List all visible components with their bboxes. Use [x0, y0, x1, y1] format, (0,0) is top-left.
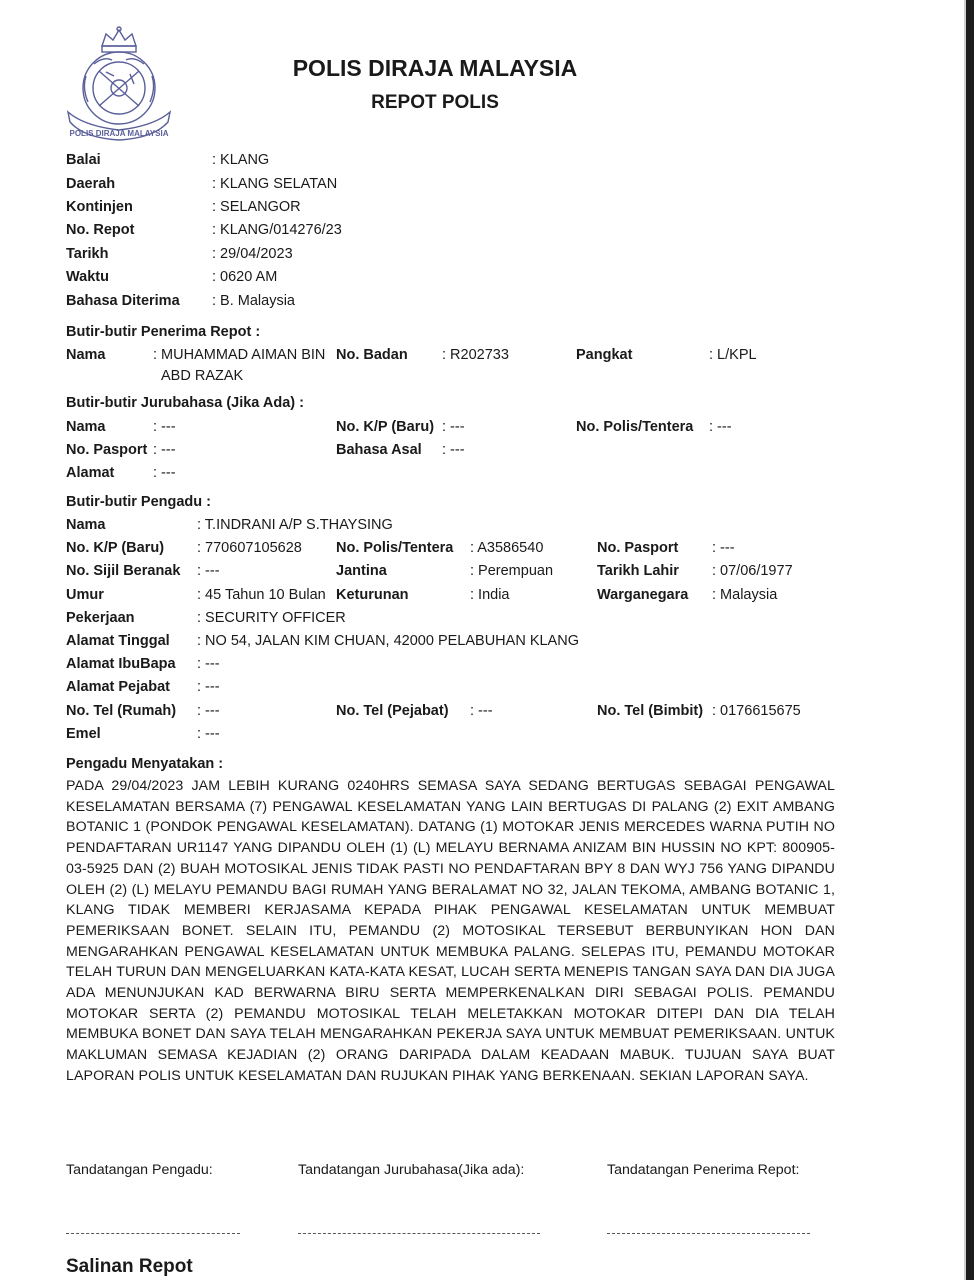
interpreter-bahasa-label: Bahasa Asal — [336, 442, 422, 458]
complainant-tel-rumah-label: No. Tel (Rumah) — [66, 703, 177, 719]
receiver-pangkat-value: : L/KPL — [709, 347, 757, 363]
complainant-ibubapa-value: : --- — [197, 656, 220, 672]
complainant-tel-pejabat-value: : --- — [470, 703, 493, 719]
signature-jurubahasa-label: Tandatangan Jurubahasa(Jika ada): — [298, 1162, 525, 1178]
complainant-sijil-value: : --- — [197, 563, 220, 579]
tarikh-value: : 29/04/2023 — [212, 246, 293, 262]
interpreter-polis-label: No. Polis/Tentera — [576, 419, 694, 435]
complainant-pekerjaan-label: Pekerjaan — [66, 610, 135, 626]
signature-line-jurubahasa — [298, 1233, 540, 1234]
complainant-lahir-label: Tarikh Lahir — [597, 563, 679, 579]
complainant-pekerjaan-value: : SECURITY OFFICER — [197, 610, 346, 626]
complainant-pejabat-value: : --- — [197, 679, 220, 695]
salinan-repot-heading: Salinan Repot — [66, 1256, 193, 1277]
interpreter-alamat-value: : --- — [153, 465, 176, 481]
complainant-tinggal-label: Alamat Tinggal — [66, 633, 170, 649]
complainant-warganegara-value: : Malaysia — [712, 587, 778, 603]
interpreter-pasport-value: : --- — [153, 442, 176, 458]
complainant-emel-label: Emel — [66, 726, 101, 742]
waktu-value: : 0620 AM — [212, 269, 278, 285]
complainant-warganegara-label: Warganegara — [597, 587, 689, 603]
interpreter-pasport-label: No. Pasport — [66, 442, 148, 458]
complainant-keturunan-label: Keturunan — [336, 587, 409, 603]
complainant-kp-value: : 770607105628 — [197, 540, 302, 556]
tarikh-label: Tarikh — [66, 246, 109, 262]
agency-title: POLIS DIRAJA MALAYSIA — [292, 55, 578, 81]
signature-line-penerima — [607, 1233, 810, 1234]
complainant-sijil-label: No. Sijil Beranak — [66, 563, 181, 579]
complainant-ibubapa-label: Alamat IbuBapa — [66, 656, 176, 672]
complainant-pejabat-label: Alamat Pejabat — [66, 679, 170, 695]
signature-penerima-label: Tandatangan Penerima Repot: — [607, 1162, 800, 1178]
interpreter-kp-value: : --- — [442, 419, 465, 435]
complainant-tel-bimbit-value: : 0176615675 — [712, 703, 801, 719]
complainant-emel-value: : --- — [197, 726, 220, 742]
statement-heading: Pengadu Menyatakan : — [66, 756, 224, 772]
complainant-jantina-label: Jantina — [336, 563, 387, 579]
interpreter-polis-value: : --- — [709, 419, 732, 435]
signature-line-pengadu — [66, 1233, 240, 1234]
complainant-polis-label: No. Polis/Tentera — [336, 540, 454, 556]
receiver-pangkat-label: Pangkat — [576, 347, 633, 363]
receiver-badan-label: No. Badan — [336, 347, 408, 363]
receiver-nama-value-cont: ABD RAZAK — [161, 368, 244, 384]
receiver-nama-value: : MUHAMMAD AIMAN BIN — [153, 347, 326, 363]
balai-label: Balai — [66, 152, 101, 168]
complainant-jantina-value: : Perempuan — [470, 563, 554, 579]
complainant-umur-label: Umur — [66, 587, 104, 603]
page-edge-shadow — [966, 0, 974, 1280]
bahasa-value: : B. Malaysia — [212, 293, 295, 309]
interpreter-heading: Butir-butir Jurubahasa (Jika Ada) : — [66, 395, 304, 411]
bahasa-label: Bahasa Diterima — [66, 293, 180, 309]
complainant-heading: Butir-butir Pengadu : — [66, 494, 211, 510]
complainant-tinggal-value: : NO 54, JALAN KIM CHUAN, 42000 PELABUHAN KLANG — [197, 633, 579, 649]
interpreter-nama-value: : --- — [153, 419, 176, 435]
balai-value: : KLANG — [212, 152, 270, 168]
interpreter-nama-label: Nama — [66, 419, 106, 435]
receiver-nama-label: Nama — [66, 347, 106, 363]
complainant-tel-pejabat-label: No. Tel (Pejabat) — [336, 703, 449, 719]
complainant-keturunan-value: : India — [470, 587, 510, 603]
no-repot-label: No. Repot — [66, 222, 135, 238]
crest-text: POLIS DIRAJA MALAYSIA — [69, 129, 169, 138]
receiver-badan-value: : R202733 — [442, 347, 509, 363]
daerah-label: Daerah — [66, 176, 116, 192]
complainant-polis-value: : A3586540 — [470, 540, 544, 556]
statement-text: PADA 29/04/2023 JAM LEBIH KURANG 0240HRS SEMASA SAYA SEDANG BERTUGAS SEBAGAI PENGAWAL KESELAMATAN BERSAMA (7) PENGAWAL KESELAMATAN YANG LAIN BERTUGAS DI PALANG (2) EXIT AMBANG BOTANIC 1 (PONDOK PENGAWAL KESELAMATAN). DATANG (1) MOTOKAR JENIS MERCEDES WARNA PUTIH NO PENDAFTARAN UR1147 YANG DIPANDU OLEH (1) (L) MELAYU BERNAMA ANIZAM BIN HUSSIN NO KPT: 800905-03-5925 DAN (2) BUAH MOTOSIKAL JENIS TIDAK PASTI NO PENDAFTARAN BPY 8 DAN WYJ 756 YANG DIPANDU OLEH (2) (L) MELAYU PEMANDU BAGI RUMAH YANG BERALAMAT NO 32, JALAN TEKOMA, AMBANG BOTANIC 1, KLANG TIDAK MEMBERI KERJASAMA KEPADA PIHAK PENGAWAL KESELAMATAN UNTUK MEMBUAT PEMERIKSAAN BONET. SELAIN ITU, PEMANDU (2) MOTOSIKAL TERSEBUT BERBUNYIKAN HON DAN MENGARAHKAN PENGAWAL KESELAMATAN UNTUK MEMBUKA PALANG. SELEPAS ITU, PEMANDU MOTOKAR TELAH TURUN DAN MENGELUARKAN KATA-KATA KESAT, LUCAH SERTA MENEPIS TANGAN SAYA DAN DIA JUGA ADA MENUNJUKAN KAD BERWARNA BIRU SERTA MEMPERKENALKAN DIRI SEBAGAI POLIS. PEMANDU MOTOKAR SERTA (2) PEMANDU MOTOSIKAL TELAH MELETAKKAN MOTOKAR DITEPI DAN DIA TELAH MEMBUKA BONET DAN SAYA TELAH MENGARAHKAN PEKERJA SAYA UNTUK MEMBUAT PEMERIKSAAN. UNTUK MAKLUMAN SEMASA KEJADIAN (2) ORANG DARIPADA DALAM KEADAAN MABUK. TUJUAN SAYA BUAT LAPORAN POLIS UNTUK KESELAMATAN DAN RUJUKAN PIHAK YANG BERKENAAN. SEKIAN LAPORAN SAYA. — [66, 778, 835, 1084]
kontinjen-value: : SELANGOR — [212, 199, 301, 215]
complainant-lahir-value: : 07/06/1977 — [712, 563, 793, 579]
complainant-nama-label: Nama — [66, 517, 106, 533]
complainant-pasport-label: No. Pasport — [597, 540, 679, 556]
interpreter-bahasa-value: : --- — [442, 442, 465, 458]
signature-pengadu-label: Tandatangan Pengadu: — [66, 1162, 213, 1178]
kontinjen-label: Kontinjen — [66, 199, 133, 215]
document-title: REPOT POLIS — [371, 92, 499, 113]
complainant-nama-value: : T.INDRANI A/P S.THAYSING — [197, 517, 393, 533]
interpreter-kp-label: No. K/P (Baru) — [336, 419, 435, 435]
interpreter-alamat-label: Alamat — [66, 465, 115, 481]
complainant-umur-value: : 45 Tahun 10 Bulan — [197, 587, 326, 603]
no-repot-value: : KLANG/014276/23 — [212, 222, 342, 238]
complainant-tel-bimbit-label: No. Tel (Bimbit) — [597, 703, 704, 719]
waktu-label: Waktu — [66, 269, 109, 285]
complainant-tel-rumah-value: : --- — [197, 703, 220, 719]
complainant-kp-label: No. K/P (Baru) — [66, 540, 165, 556]
daerah-value: : KLANG SELATAN — [212, 176, 338, 192]
complainant-pasport-value: : --- — [712, 540, 735, 556]
pdrm-crest-icon — [64, 26, 174, 144]
receiver-heading: Butir-butir Penerima Repot : — [66, 324, 261, 340]
